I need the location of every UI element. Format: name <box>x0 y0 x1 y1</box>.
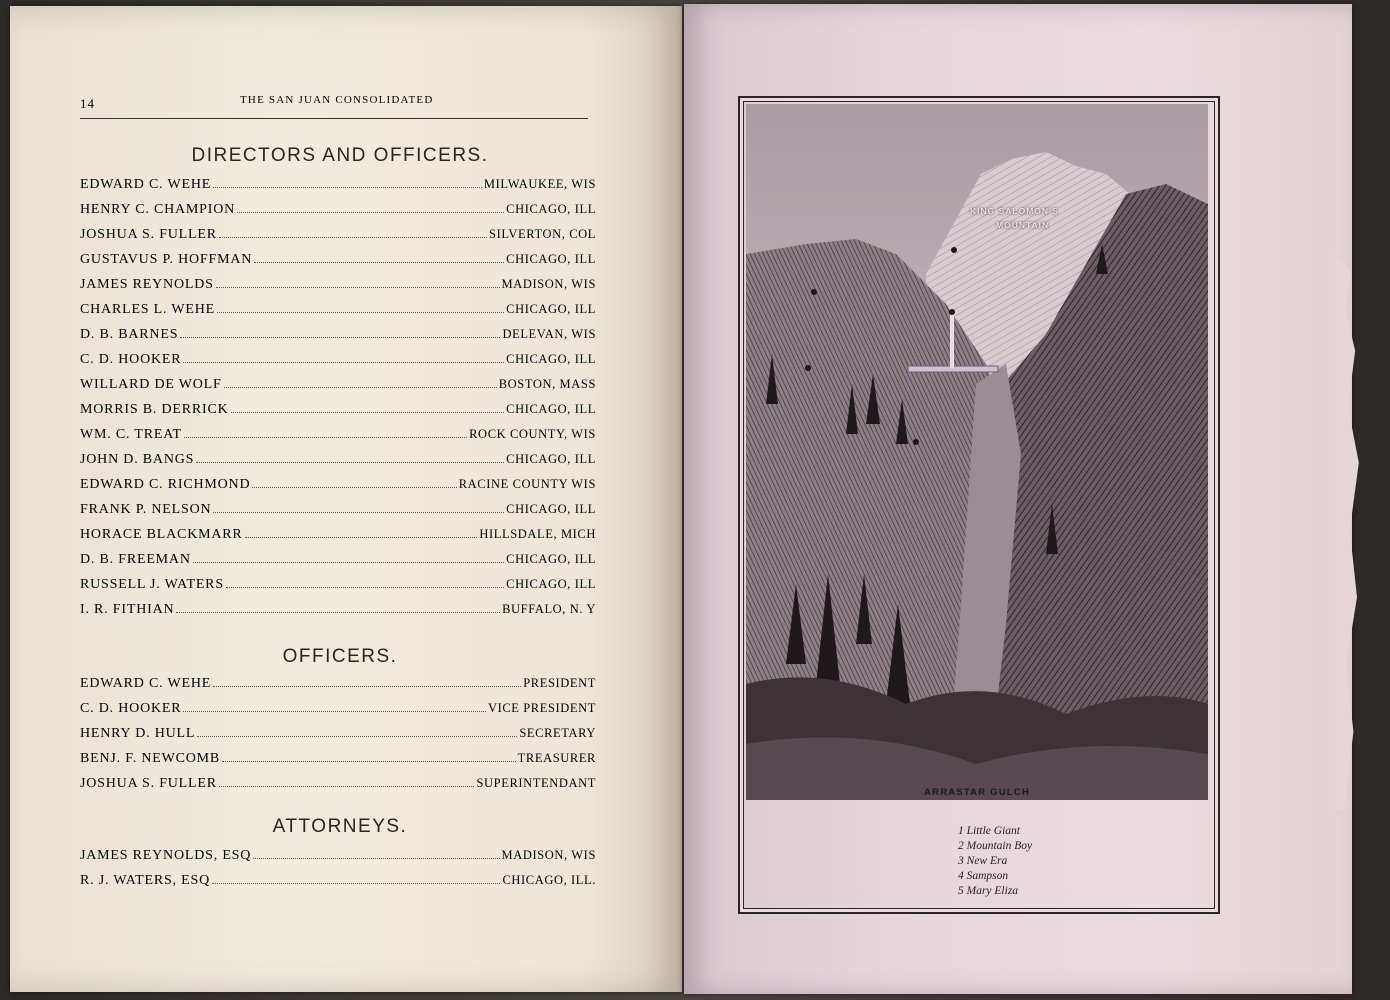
directory-entry <box>80 202 596 224</box>
entry-place: PRESIDENT <box>523 676 596 690</box>
torn-page-edge <box>1330 250 1366 810</box>
directory-entry <box>80 577 596 599</box>
entry-place: CHICAGO, ILL <box>506 502 596 516</box>
directory-entry <box>80 776 596 798</box>
entry-name: R. J. WATERS, ESQ <box>80 873 211 888</box>
entry-place: SECRETARY <box>519 726 596 740</box>
directory-entry <box>80 751 596 773</box>
running-head-title: THE SAN JUAN CONSOLIDATED <box>240 94 434 106</box>
mountain-label-line1: KING SALOMON'S <box>970 206 1059 216</box>
entry-place: VICE PRESIDENT <box>487 701 596 715</box>
dot-leader <box>217 302 504 313</box>
directory-entry <box>80 602 596 624</box>
entry-name: BENJ. F. NEWCOMB <box>80 751 221 766</box>
entry-name: JOSHUA S. FULLER <box>80 227 217 242</box>
entry-place: CHICAGO, ILL <box>506 402 596 416</box>
directory-entry <box>80 726 596 748</box>
dot-leader <box>213 676 521 687</box>
dot-leader <box>219 776 475 787</box>
legend-item: 4 Sampson <box>958 870 1009 882</box>
entry-name: CHARLES L. WEHE <box>80 302 216 317</box>
entry-name: MORRIS B. DERRICK <box>80 402 229 417</box>
directory-entry <box>80 848 596 870</box>
entry-name: C. D. HOOKER <box>80 352 182 367</box>
directory-entry <box>80 252 596 274</box>
directory-entry <box>80 227 596 249</box>
entry-place: CHICAGO, ILL <box>506 577 596 591</box>
entry-name: JAMES REYNOLDS, ESQ <box>80 848 252 863</box>
entry-place: CHICAGO, ILL <box>506 252 596 266</box>
legend-item: 3 New Era <box>958 855 1008 867</box>
dot-leader <box>252 477 456 488</box>
plate-caption: ARRASTAR GULCH <box>924 787 1030 798</box>
entry-name: D. B. FREEMAN <box>80 552 191 567</box>
dot-leader <box>196 452 504 463</box>
dot-leader <box>226 577 504 588</box>
entry-place: RACINE COUNTY WIS <box>458 477 596 491</box>
dot-leader <box>213 177 482 188</box>
legend-item: 1 Little Giant <box>958 825 1020 837</box>
entry-place: BUFFALO, N. Y <box>502 602 596 616</box>
entry-place: SUPERINTENDANT <box>476 776 596 790</box>
entry-name: JOSHUA S. FULLER <box>80 776 217 791</box>
entry-name: JAMES REYNOLDS <box>80 277 214 292</box>
dot-leader <box>245 527 478 538</box>
directory-entry <box>80 452 596 474</box>
section-title-attorneys: ATTORNEYS. <box>272 816 408 837</box>
entry-name: GUSTAVUS P. HOFFMAN <box>80 252 253 267</box>
entry-place: MILWAUKEE, WIS <box>483 177 596 191</box>
directory-entry <box>80 477 596 499</box>
entry-place: ROCK COUNTY, WIS <box>469 427 596 441</box>
mine-legend <box>958 824 1078 899</box>
entry-place: CHICAGO, ILL <box>506 452 596 466</box>
directory-entry <box>80 352 596 374</box>
legend-item: 2 Mountain Boy <box>958 840 1033 852</box>
entry-place: MADISON, WIS <box>501 848 596 862</box>
entry-name: FRANK P. NELSON <box>80 502 212 517</box>
running-head <box>80 92 588 119</box>
directory-entry <box>80 277 596 299</box>
directory-entry <box>80 177 596 199</box>
entry-name: EDWARD C. RICHMOND <box>80 477 251 492</box>
entry-place: CHICAGO, ILL. <box>502 873 596 887</box>
entry-name: HORACE BLACKMARR <box>80 527 243 542</box>
entry-place: HILLSDALE, MICH <box>479 527 596 541</box>
directory-entry <box>80 552 596 574</box>
dot-leader <box>222 751 516 762</box>
dot-leader <box>216 277 500 288</box>
entry-name: HENRY C. CHAMPION <box>80 202 236 217</box>
dot-leader <box>193 552 504 563</box>
directory-entry <box>80 377 596 399</box>
dot-leader <box>176 602 500 613</box>
entry-place: CHICAGO, ILL <box>506 302 596 316</box>
entry-place: BOSTON, MASS <box>498 377 596 391</box>
entry-place: TREASURER <box>517 751 596 765</box>
entry-name: WM. C. TREAT <box>80 427 182 442</box>
entry-name: D. B. BARNES <box>80 327 179 342</box>
dot-leader <box>183 352 504 363</box>
dot-leader <box>224 377 497 388</box>
directory-entry <box>80 527 596 549</box>
legend-item: 5 Mary Eliza <box>958 885 1019 897</box>
dot-leader <box>237 202 504 213</box>
entry-name: I. R. FITHIAN <box>80 602 175 617</box>
entry-place: CHICAGO, ILL <box>506 552 596 566</box>
directory-entry <box>80 427 596 449</box>
entry-name: WILLARD DE WOLF <box>80 377 222 392</box>
section-title-directors: DIRECTORS AND OFFICERS. <box>191 145 489 166</box>
entry-place: CHICAGO, ILL <box>506 202 596 216</box>
entry-name: JOHN D. BANGS <box>80 452 195 467</box>
entry-name: RUSSELL J. WATERS <box>80 577 224 592</box>
directory-entry <box>80 701 596 723</box>
directory-entry <box>80 327 596 349</box>
entry-place: CHICAGO, ILL <box>506 352 596 366</box>
directory-entry <box>80 873 596 895</box>
directory-entry <box>80 302 596 324</box>
entry-name: C. D. HOOKER <box>80 701 182 716</box>
dot-leader <box>180 327 500 338</box>
page-number: 14 <box>80 96 95 111</box>
dot-leader <box>253 848 499 859</box>
entry-place: MADISON, WIS <box>501 277 596 291</box>
mountain-label-line2: MOUNTAIN <box>996 220 1050 230</box>
dot-leader <box>184 427 467 438</box>
dot-leader <box>254 252 504 263</box>
directory-entry <box>80 502 596 524</box>
dot-leader <box>197 726 517 737</box>
section-title-officers: OFFICERS. <box>282 646 398 667</box>
dot-leader <box>213 502 504 513</box>
dot-leader <box>183 701 486 712</box>
entry-place: DELEVAN, WIS <box>502 327 596 341</box>
dot-leader <box>219 227 487 238</box>
dot-leader <box>231 402 505 413</box>
entry-name: EDWARD C. WEHE <box>80 676 212 691</box>
entry-name: EDWARD C. WEHE <box>80 177 212 192</box>
entry-place: SILVERTON, COL <box>489 227 596 241</box>
directory-entry <box>80 402 596 424</box>
entry-name: HENRY D. HULL <box>80 726 196 741</box>
directory-entry <box>80 676 596 698</box>
dot-leader <box>212 873 500 884</box>
